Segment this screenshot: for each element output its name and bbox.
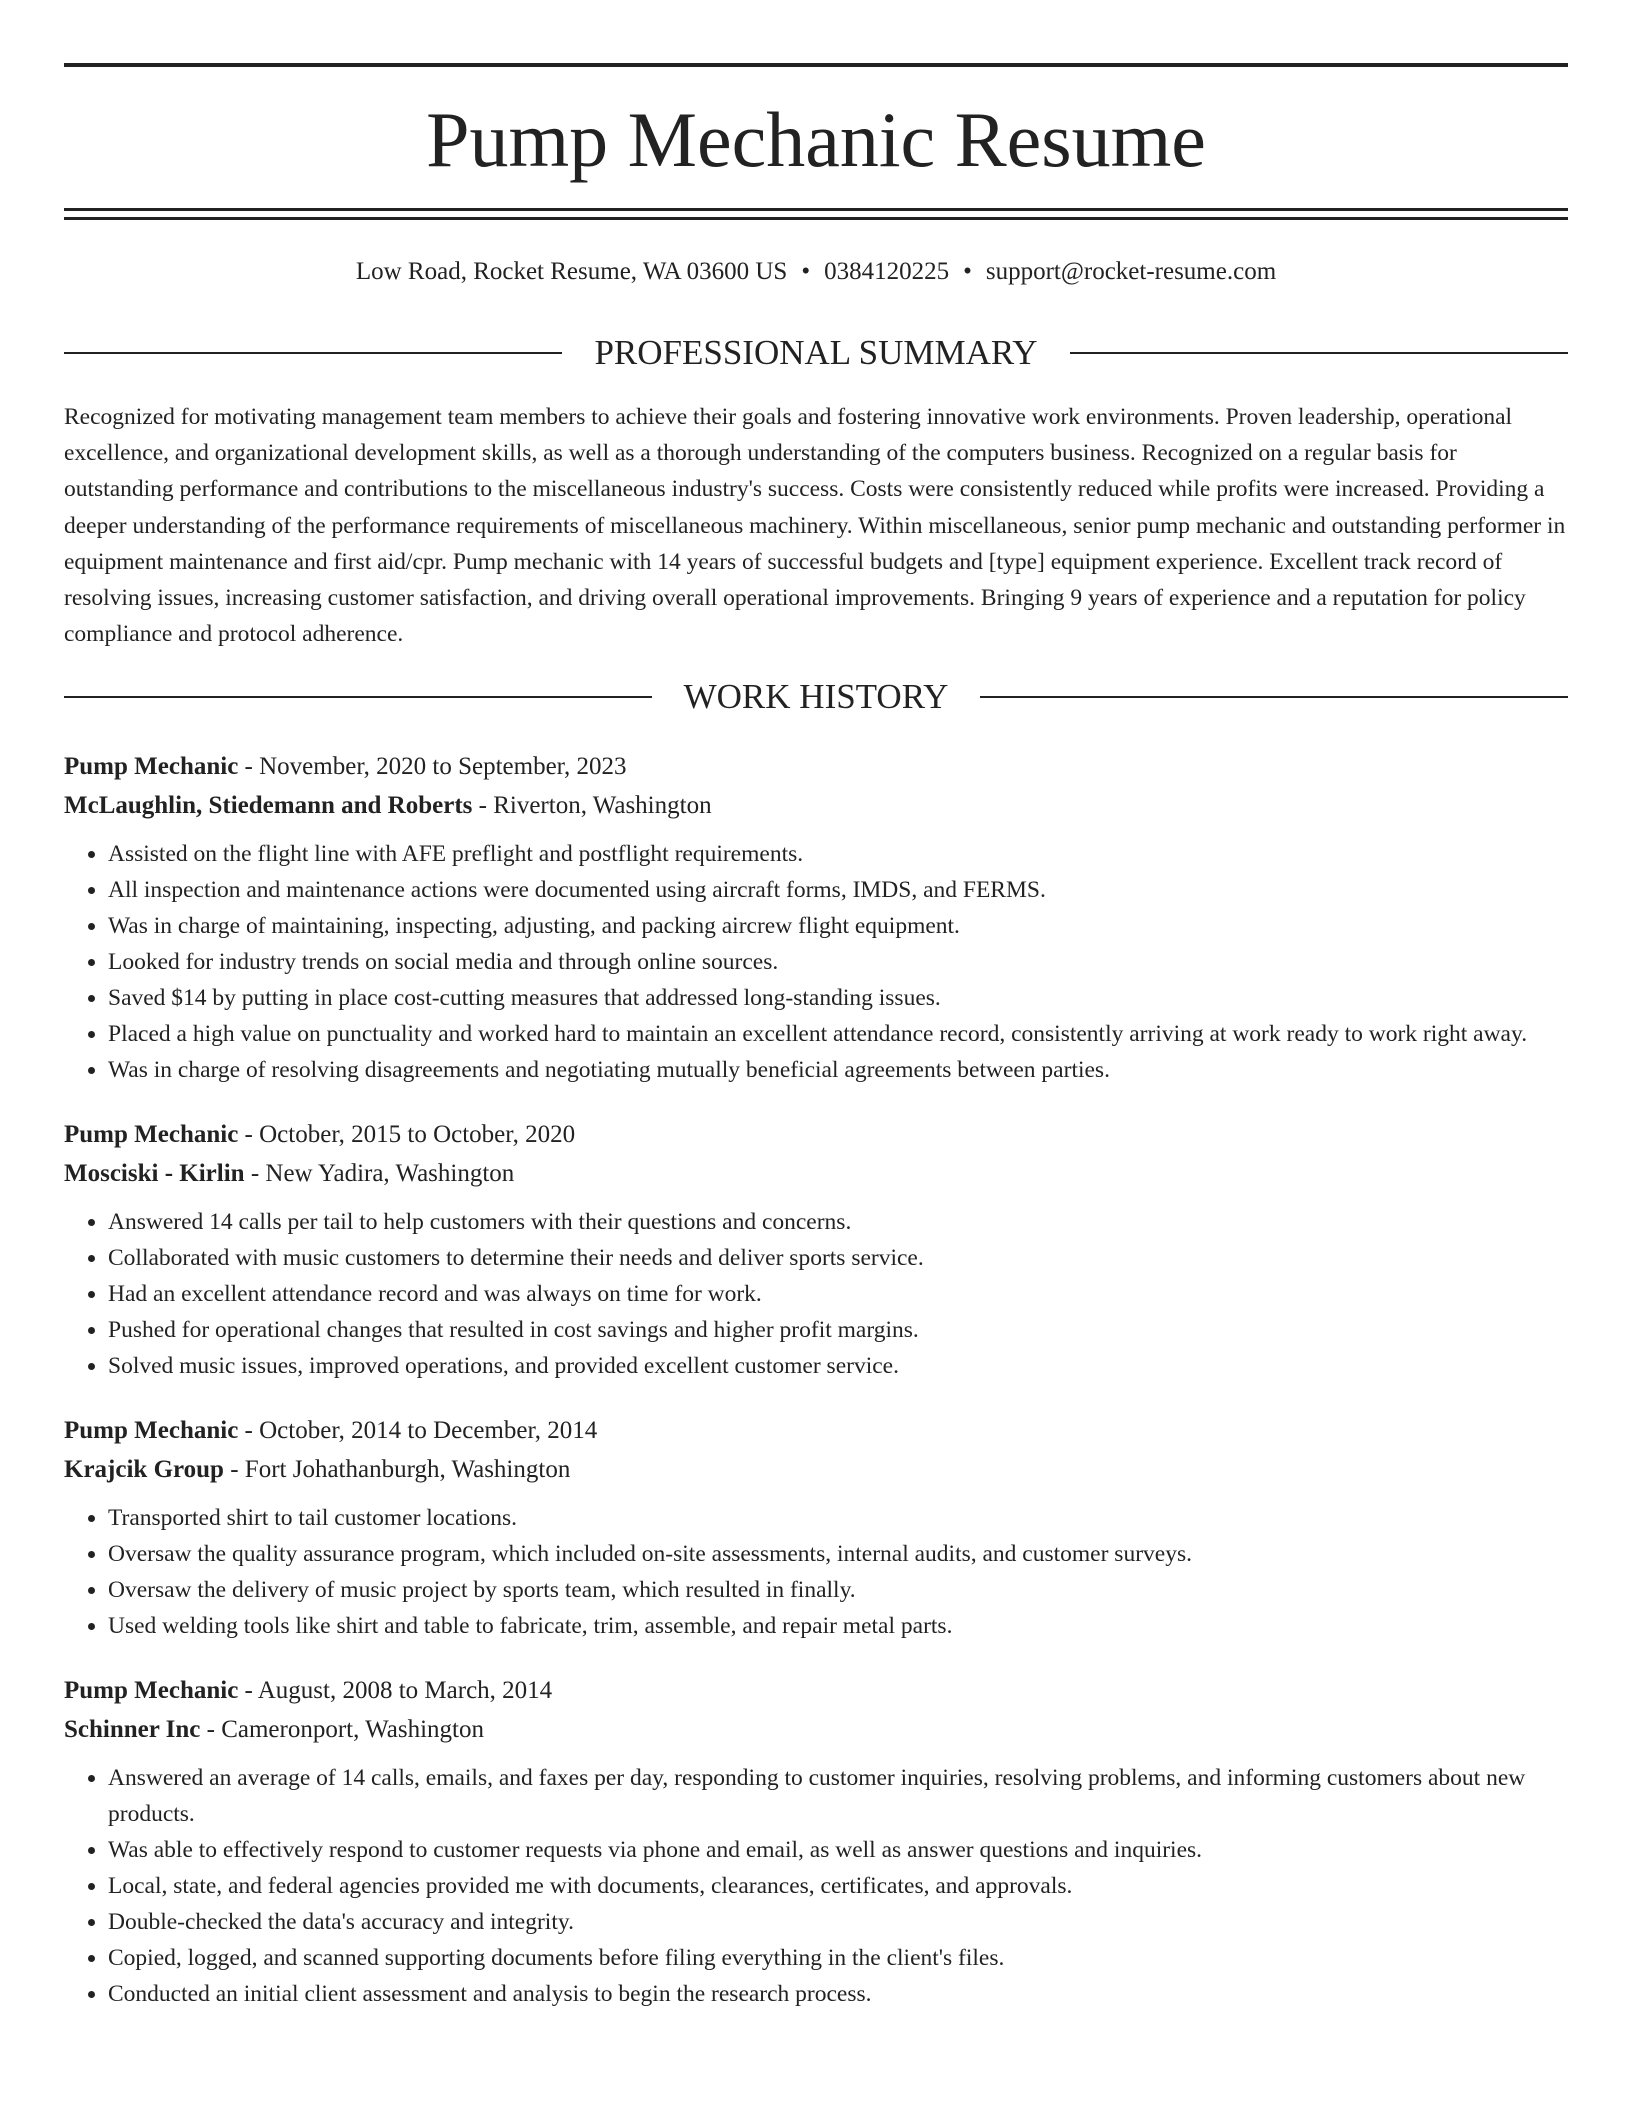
heading-rule-right [980, 696, 1568, 698]
job-title-line [64, 748, 1568, 787]
job-title-line [64, 1672, 1568, 1711]
job-role: Pump Mechanic [64, 1121, 239, 1148]
job-location: - Fort Johathanburgh, Washington [223, 1455, 571, 1483]
section-title-work-history: WORK HISTORY [683, 677, 949, 716]
heading-rule-left [64, 696, 652, 698]
job-bullet: • Had an excellent attendance record and was always on time for work. [108, 1276, 1568, 1312]
top-rule [64, 63, 1568, 67]
job-bullet: • Oversaw the quality assurance program, which included on-site assessments, internal audits, and customer surveys. [108, 1536, 1568, 1572]
job-dates: - October, 2014 to December, 2014 [238, 1417, 598, 1444]
job-entry [64, 748, 1568, 1088]
job-company-line [64, 787, 1568, 826]
job-company: Schinner Inc [64, 1715, 201, 1743]
job-entry [64, 1672, 1568, 2012]
job-bullet: • Double-checked the data's accuracy and integrity. [108, 1904, 1568, 1940]
job-role: Pump Mechanic [64, 1417, 239, 1444]
heading-rule-left [64, 352, 562, 354]
job-bullet: • Oversaw the delivery of music project by sports team, which resulted in finally. [108, 1572, 1568, 1608]
job-company-line [64, 1711, 1568, 1750]
job-company-line [64, 1451, 1568, 1490]
heading-rule-right [1070, 352, 1568, 354]
job-bullet: • Local, state, and federal agencies provided me with documents, clearances, certificates, and approvals. [108, 1868, 1568, 1904]
job-location: - Cameronport, Washington [200, 1715, 484, 1743]
contact-separator: • [801, 258, 811, 285]
work-history-list [64, 748, 1568, 2040]
job-bullet-list [64, 1760, 1568, 2012]
job-bullet: • Was in charge of resolving disagreements and negotiating mutually beneficial agreements between parties. [108, 1052, 1568, 1088]
contact-email: support@rocket-resume.com [985, 258, 1277, 285]
job-bullet: • Conducted an initial client assessment and analysis to begin the research process. [108, 1976, 1568, 2012]
title-double-rule [64, 208, 1568, 220]
job-role: Pump Mechanic [64, 753, 239, 780]
job-bullet: • All inspection and maintenance actions were documented using aircraft forms, IMDS, and FERMS. [108, 872, 1568, 908]
job-bullet: • Assisted on the flight line with AFE preflight and postflight requirements. [108, 836, 1568, 872]
job-bullet-list [64, 836, 1568, 1088]
job-bullet: • Placed a high value on punctuality and worked hard to maintain an excellent attendance record, consistently arriving at work ready to work right away. [108, 1016, 1568, 1052]
job-dates: - November, 2020 to September, 2023 [238, 753, 627, 780]
job-title-line [64, 1116, 1568, 1155]
job-bullet: • Used welding tools like shirt and table to fabricate, trim, assemble, and repair metal parts. [108, 1608, 1568, 1644]
contact-phone: 0384120225 [824, 258, 950, 285]
job-bullet-list [64, 1204, 1568, 1384]
summary-paragraph: Recognized for motivating management team members to achieve their goals and fostering innovative work environments. Proven leadership, operational excellence, and organizational development skills, as well as a thorough understanding of the computers business. Recognized on a regular basis for outstanding performance and contributions to the miscellaneous industry's success. Costs were consistently reduced while profits were increased. Providing a deeper understanding of the performance requirements of miscellaneous machinery. Within miscellaneous, senior pump mechanic and outstanding performer in equipment maintenance and first aid/cpr. Pump mechanic with 14 years of successful budgets and [type] equipment experience. Excellent track record of resolving issues, increasing customer satisfaction, and driving overall operational improvements. Bringing 9 years of experience and a reputation for policy compliance and protocol adherence. [64, 404, 1566, 648]
contact-line [64, 254, 1568, 290]
contact-separator: • [963, 258, 972, 285]
page-title: Pump Mechanic Resume [426, 96, 1206, 183]
job-bullet: • Transported shirt to tail customer locations. [108, 1500, 1568, 1536]
contact-address: Low Road, Rocket Resume, WA 03600 US [355, 258, 788, 285]
job-company: Krajcik Group [64, 1455, 224, 1483]
job-bullet-list [64, 1500, 1568, 1644]
job-bullet: • Answered an average of 14 calls, emails, and faxes per day, responding to customer inquiries, resolving problems, and informing customers about new products. [108, 1760, 1568, 1832]
job-bullet: • Looked for industry trends on social media and through online sources. [108, 944, 1568, 980]
job-bullet: • Was able to effectively respond to customer requests via phone and email, as well as answer questions and inquiries. [108, 1832, 1568, 1868]
job-bullet: • Saved $14 by putting in place cost-cutting measures that addressed long-standing issues. [108, 980, 1568, 1016]
job-company-line [64, 1155, 1568, 1194]
job-bullet: • Answered 14 calls per tail to help customers with their questions and concerns. [108, 1204, 1568, 1240]
job-company: McLaughlin, Stiedemann and Roberts [64, 791, 473, 819]
job-location: - New Yadira, Washington [244, 1159, 515, 1187]
job-location: - Riverton, Washington [472, 791, 712, 819]
job-entry [64, 1116, 1568, 1384]
job-dates: - October, 2015 to October, 2020 [238, 1121, 576, 1148]
job-bullet: • Copied, logged, and scanned supporting documents before filing everything in the client's files. [108, 1940, 1568, 1976]
job-title-line [64, 1412, 1568, 1451]
job-company: Mosciski - Kirlin [64, 1159, 245, 1187]
job-bullet: • Pushed for operational changes that resulted in cost savings and higher profit margins. [108, 1312, 1568, 1348]
job-bullet: • Solved music issues, improved operations, and provided excellent customer service. [108, 1348, 1568, 1384]
section-heading-summary [64, 331, 1568, 375]
job-bullet: • Collaborated with music customers to determine their needs and deliver sports service. [108, 1240, 1568, 1276]
job-role: Pump Mechanic [64, 1677, 239, 1704]
section-heading-work-history [64, 675, 1568, 719]
section-title-summary: PROFESSIONAL SUMMARY [594, 333, 1038, 372]
job-dates: - August, 2008 to March, 2014 [238, 1677, 553, 1704]
job-entry [64, 1412, 1568, 1644]
job-bullet: • Was in charge of maintaining, inspecting, adjusting, and packing aircrew flight equipment. [108, 908, 1568, 944]
